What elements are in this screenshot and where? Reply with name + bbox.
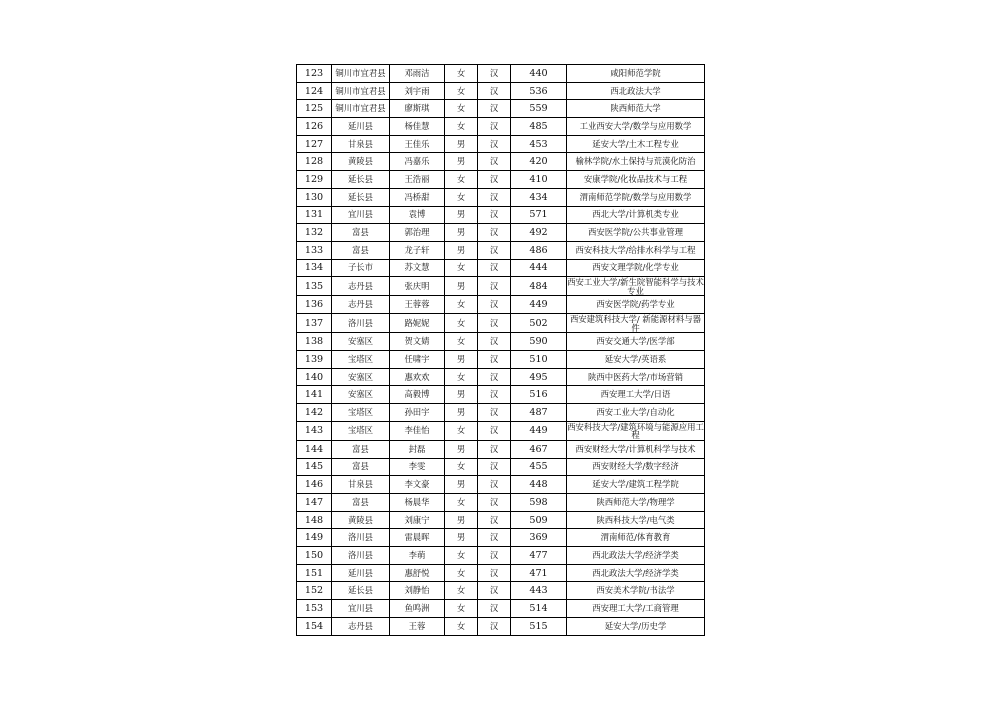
gender-cell: 女 [445, 296, 478, 314]
score-cell: 492 [511, 224, 567, 242]
university-major-cell: 延安大学/英语系 [567, 351, 705, 369]
gender-cell: 女 [445, 494, 478, 512]
name-cell: 龙子轩 [390, 241, 445, 259]
score-cell: 485 [511, 118, 567, 136]
gender-cell: 女 [445, 582, 478, 600]
university-major-cell: 西安工业大学/自动化 [567, 404, 705, 422]
ethnicity-cell: 汉 [478, 241, 511, 259]
ethnicity-cell: 汉 [478, 511, 511, 529]
county-cell: 富县 [332, 494, 390, 512]
university-major-cell: 西安理工大学/日语 [567, 386, 705, 404]
score-cell: 559 [511, 100, 567, 118]
row-number-cell: 125 [297, 100, 332, 118]
gender-cell: 男 [445, 476, 478, 494]
ethnicity-cell: 汉 [478, 547, 511, 565]
county-cell: 铜川市宜君县 [332, 65, 390, 83]
university-major-cell: 西安建筑科技大学/ 新能源材料与器件 [567, 314, 705, 333]
county-cell: 子长市 [332, 259, 390, 277]
row-number-cell: 132 [297, 224, 332, 242]
table-row [297, 171, 705, 189]
name-cell: 孙田宇 [390, 404, 445, 422]
name-cell: 贺文婧 [390, 333, 445, 351]
university-major-cell: 西安医学院/公共事业管理 [567, 224, 705, 242]
score-cell: 448 [511, 476, 567, 494]
row-number-cell: 124 [297, 82, 332, 100]
county-cell: 富县 [332, 440, 390, 458]
table-row [297, 153, 705, 171]
row-number-cell: 131 [297, 206, 332, 224]
table-row [297, 277, 705, 296]
row-number-cell: 146 [297, 476, 332, 494]
county-cell: 宝塔区 [332, 421, 390, 440]
table-row [297, 458, 705, 476]
county-cell: 甘泉县 [332, 135, 390, 153]
university-major-cell: 西安财经大学/计算机科学与技术 [567, 440, 705, 458]
row-number-cell: 149 [297, 529, 332, 547]
county-cell: 宜川县 [332, 600, 390, 618]
table-row [297, 421, 705, 440]
row-number-cell: 141 [297, 386, 332, 404]
row-number-cell: 143 [297, 421, 332, 440]
gender-cell: 女 [445, 100, 478, 118]
name-cell: 张庆明 [390, 277, 445, 296]
table-row [297, 617, 705, 635]
table-row [297, 529, 705, 547]
university-major-cell: 安康学院/化妆品技术与工程 [567, 171, 705, 189]
table-row [297, 82, 705, 100]
row-number-cell: 127 [297, 135, 332, 153]
row-number-cell: 123 [297, 65, 332, 83]
row-number-cell: 147 [297, 494, 332, 512]
table-row [297, 241, 705, 259]
county-cell: 延长县 [332, 582, 390, 600]
name-cell: 冯嘉乐 [390, 153, 445, 171]
ethnicity-cell: 汉 [478, 224, 511, 242]
table-row [297, 118, 705, 136]
row-number-cell: 151 [297, 564, 332, 582]
ethnicity-cell: 汉 [478, 82, 511, 100]
gender-cell: 女 [445, 458, 478, 476]
university-major-cell: 工业西安大学/数学与应用数学 [567, 118, 705, 136]
table-row [297, 135, 705, 153]
name-cell: 王浩丽 [390, 171, 445, 189]
county-cell: 安塞区 [332, 368, 390, 386]
table-row [297, 368, 705, 386]
gender-cell: 男 [445, 404, 478, 422]
county-cell: 黄陵县 [332, 153, 390, 171]
university-major-cell: 西安文理学院/化学专业 [567, 259, 705, 277]
score-cell: 471 [511, 564, 567, 582]
university-major-cell: 西安科技大学/建筑环境与能源应用工程 [567, 421, 704, 441]
university-major-cell: 咸阳师范学院 [567, 65, 705, 83]
row-number-cell: 150 [297, 547, 332, 565]
university-major-cell: 延安大学/土木工程专业 [567, 135, 705, 153]
university-major-cell: 陕西师范大学 [567, 100, 705, 118]
table-row [297, 404, 705, 422]
name-cell: 邓雨洁 [390, 65, 445, 83]
score-cell: 449 [511, 421, 567, 440]
table-row [297, 259, 705, 277]
score-cell: 455 [511, 458, 567, 476]
row-number-cell: 128 [297, 153, 332, 171]
gender-cell: 男 [445, 386, 478, 404]
table-row [297, 386, 705, 404]
ethnicity-cell: 汉 [478, 582, 511, 600]
score-cell: 487 [511, 404, 567, 422]
score-cell: 449 [511, 296, 567, 314]
university-major-cell: 西安财经大学/数字经济 [567, 458, 705, 476]
county-cell: 富县 [332, 224, 390, 242]
gender-cell: 女 [445, 564, 478, 582]
row-number-cell: 138 [297, 333, 332, 351]
ethnicity-cell: 汉 [478, 617, 511, 635]
row-number-cell: 142 [297, 404, 332, 422]
gender-cell: 男 [445, 135, 478, 153]
university-major-cell: 榆林学院/水土保持与荒漠化防治 [567, 153, 705, 171]
university-major-cell: 西北大学/计算机类专业 [567, 206, 705, 224]
name-cell: 任啸宇 [390, 351, 445, 369]
score-cell: 467 [511, 440, 567, 458]
county-cell: 洛川县 [332, 314, 390, 333]
ethnicity-cell: 汉 [478, 421, 511, 440]
row-number-cell: 126 [297, 118, 332, 136]
name-cell: 刘康宁 [390, 511, 445, 529]
row-number-cell: 144 [297, 440, 332, 458]
table-row [297, 188, 705, 206]
row-number-cell: 137 [297, 314, 332, 333]
row-number-cell: 139 [297, 351, 332, 369]
ethnicity-cell: 汉 [478, 100, 511, 118]
gender-cell: 男 [445, 351, 478, 369]
name-cell: 路妮妮 [390, 314, 445, 333]
ethnicity-cell: 汉 [478, 153, 511, 171]
university-major-cell: 陕西中医药大学/市场营销 [567, 368, 705, 386]
score-cell: 510 [511, 351, 567, 369]
university-major-cell: 延安大学/建筑工程学院 [567, 476, 705, 494]
score-cell: 444 [511, 259, 567, 277]
county-cell: 富县 [332, 458, 390, 476]
university-major-cell: 西北政法大学/经济学类 [567, 564, 705, 582]
gender-cell: 男 [445, 206, 478, 224]
gender-cell: 男 [445, 529, 478, 547]
score-cell: 420 [511, 153, 567, 171]
ethnicity-cell: 汉 [478, 65, 511, 83]
name-cell: 王蓉 [390, 617, 445, 635]
score-cell: 410 [511, 171, 567, 189]
university-major-cell: 西北政法大学/经济学类 [567, 547, 705, 565]
county-cell: 宝塔区 [332, 404, 390, 422]
name-cell: 李文豪 [390, 476, 445, 494]
score-cell: 484 [511, 277, 567, 296]
table-row [297, 564, 705, 582]
ethnicity-cell: 汉 [478, 529, 511, 547]
name-cell: 刘宇雨 [390, 82, 445, 100]
score-cell: 443 [511, 582, 567, 600]
table-row [297, 224, 705, 242]
university-major-cell: 西北政法大学 [567, 82, 705, 100]
row-number-cell: 129 [297, 171, 332, 189]
name-cell: 惠舒悦 [390, 564, 445, 582]
county-cell: 铜川市宜君县 [332, 100, 390, 118]
score-cell: 509 [511, 511, 567, 529]
gender-cell: 男 [445, 277, 478, 296]
ethnicity-cell: 汉 [478, 600, 511, 618]
county-cell: 延长县 [332, 171, 390, 189]
name-cell: 高毅博 [390, 386, 445, 404]
score-cell: 514 [511, 600, 567, 618]
score-cell: 590 [511, 333, 567, 351]
gender-cell: 女 [445, 314, 478, 333]
score-cell: 453 [511, 135, 567, 153]
admission-table [296, 64, 705, 636]
university-major-cell: 渭南师范学院/数学与应用数学 [567, 188, 705, 206]
ethnicity-cell: 汉 [478, 494, 511, 512]
county-cell: 志丹县 [332, 617, 390, 635]
ethnicity-cell: 汉 [478, 135, 511, 153]
gender-cell: 女 [445, 368, 478, 386]
name-cell: 袁博 [390, 206, 445, 224]
ethnicity-cell: 汉 [478, 259, 511, 277]
county-cell: 铜川市宜君县 [332, 82, 390, 100]
name-cell: 王佳乐 [390, 135, 445, 153]
name-cell: 李萌 [390, 547, 445, 565]
ethnicity-cell: 汉 [478, 206, 511, 224]
table-row [297, 296, 705, 314]
table-body [297, 65, 705, 636]
ethnicity-cell: 汉 [478, 386, 511, 404]
ethnicity-cell: 汉 [478, 368, 511, 386]
county-cell: 安塞区 [332, 386, 390, 404]
name-cell: 廖斯琪 [390, 100, 445, 118]
gender-cell: 女 [445, 547, 478, 565]
table-row [297, 547, 705, 565]
score-cell: 598 [511, 494, 567, 512]
name-cell: 冯桥甜 [390, 188, 445, 206]
gender-cell: 男 [445, 241, 478, 259]
ethnicity-cell: 汉 [478, 476, 511, 494]
score-cell: 536 [511, 82, 567, 100]
gender-cell: 女 [445, 65, 478, 83]
table-row [297, 511, 705, 529]
name-cell: 雷晨晖 [390, 529, 445, 547]
university-major-cell: 延安大学/历史学 [567, 617, 705, 635]
table-row [297, 476, 705, 494]
gender-cell: 男 [445, 153, 478, 171]
ethnicity-cell: 汉 [478, 296, 511, 314]
row-number-cell: 130 [297, 188, 332, 206]
county-cell: 洛川县 [332, 547, 390, 565]
name-cell: 刘静怡 [390, 582, 445, 600]
row-number-cell: 135 [297, 277, 332, 296]
score-cell: 515 [511, 617, 567, 635]
gender-cell: 男 [445, 440, 478, 458]
university-major-cell: 西安美术学院/书法学 [567, 582, 705, 600]
score-cell: 486 [511, 241, 567, 259]
gender-cell: 女 [445, 333, 478, 351]
county-cell: 宝塔区 [332, 351, 390, 369]
ethnicity-cell: 汉 [478, 351, 511, 369]
gender-cell: 女 [445, 118, 478, 136]
university-major-cell: 西安医学院/药学专业 [567, 296, 705, 314]
row-number-cell: 153 [297, 600, 332, 618]
gender-cell: 男 [445, 511, 478, 529]
university-major-cell: 陕西师范大学/物理学 [567, 494, 705, 512]
ethnicity-cell: 汉 [478, 333, 511, 351]
table-row [297, 100, 705, 118]
table-row [297, 440, 705, 458]
name-cell: 鱼鸣洲 [390, 600, 445, 618]
name-cell: 惠欢欢 [390, 368, 445, 386]
name-cell: 王蓉蓉 [390, 296, 445, 314]
table-row [297, 351, 705, 369]
score-cell: 516 [511, 386, 567, 404]
row-number-cell: 148 [297, 511, 332, 529]
table-row [297, 333, 705, 351]
row-number-cell: 134 [297, 259, 332, 277]
county-cell: 甘泉县 [332, 476, 390, 494]
score-cell: 477 [511, 547, 567, 565]
score-cell: 369 [511, 529, 567, 547]
gender-cell: 男 [445, 224, 478, 242]
university-major-cell: 渭南师范/体育教育 [567, 529, 705, 547]
university-major-cell: 西安交通大学/医学部 [567, 333, 705, 351]
ethnicity-cell: 汉 [478, 564, 511, 582]
ethnicity-cell: 汉 [478, 277, 511, 296]
row-number-cell: 154 [297, 617, 332, 635]
county-cell: 安塞区 [332, 333, 390, 351]
county-cell: 志丹县 [332, 296, 390, 314]
ethnicity-cell: 汉 [478, 188, 511, 206]
university-major-cell: 陕西科技大学/电气类 [567, 511, 705, 529]
score-cell: 434 [511, 188, 567, 206]
gender-cell: 女 [445, 600, 478, 618]
name-cell: 封磊 [390, 440, 445, 458]
gender-cell: 女 [445, 171, 478, 189]
score-cell: 440 [511, 65, 567, 83]
row-number-cell: 145 [297, 458, 332, 476]
gender-cell: 女 [445, 259, 478, 277]
university-major-cell: 西安工业大学/新生院智能科学与技术专业 [567, 277, 704, 296]
gender-cell: 女 [445, 421, 478, 440]
county-cell: 志丹县 [332, 277, 390, 296]
county-cell: 洛川县 [332, 529, 390, 547]
county-cell: 延川县 [332, 564, 390, 582]
ethnicity-cell: 汉 [478, 118, 511, 136]
row-number-cell: 133 [297, 241, 332, 259]
score-cell: 502 [511, 314, 567, 333]
county-cell: 富县 [332, 241, 390, 259]
row-number-cell: 140 [297, 368, 332, 386]
ethnicity-cell: 汉 [478, 404, 511, 422]
name-cell: 苏文慧 [390, 259, 445, 277]
score-cell: 495 [511, 368, 567, 386]
table-row [297, 494, 705, 512]
ethnicity-cell: 汉 [478, 440, 511, 458]
name-cell: 李佳怡 [390, 421, 445, 440]
table-row [297, 582, 705, 600]
university-major-cell: 西安科技大学/给排水科学与工程 [567, 241, 705, 259]
ethnicity-cell: 汉 [478, 171, 511, 189]
name-cell: 李雯 [390, 458, 445, 476]
county-cell: 黄陵县 [332, 511, 390, 529]
gender-cell: 女 [445, 188, 478, 206]
table-row [297, 65, 705, 83]
row-number-cell: 136 [297, 296, 332, 314]
county-cell: 延川县 [332, 118, 390, 136]
ethnicity-cell: 汉 [478, 458, 511, 476]
row-number-cell: 152 [297, 582, 332, 600]
table-row [297, 314, 705, 333]
gender-cell: 女 [445, 82, 478, 100]
university-major-cell: 西安理工大学/工商管理 [567, 600, 705, 618]
name-cell: 杨晨华 [390, 494, 445, 512]
ethnicity-cell: 汉 [478, 314, 511, 333]
county-cell: 宜川县 [332, 206, 390, 224]
score-cell: 571 [511, 206, 567, 224]
table-row [297, 600, 705, 618]
name-cell: 郭治理 [390, 224, 445, 242]
name-cell: 杨佳慧 [390, 118, 445, 136]
table-row [297, 206, 705, 224]
county-cell: 延长县 [332, 188, 390, 206]
gender-cell: 女 [445, 617, 478, 635]
